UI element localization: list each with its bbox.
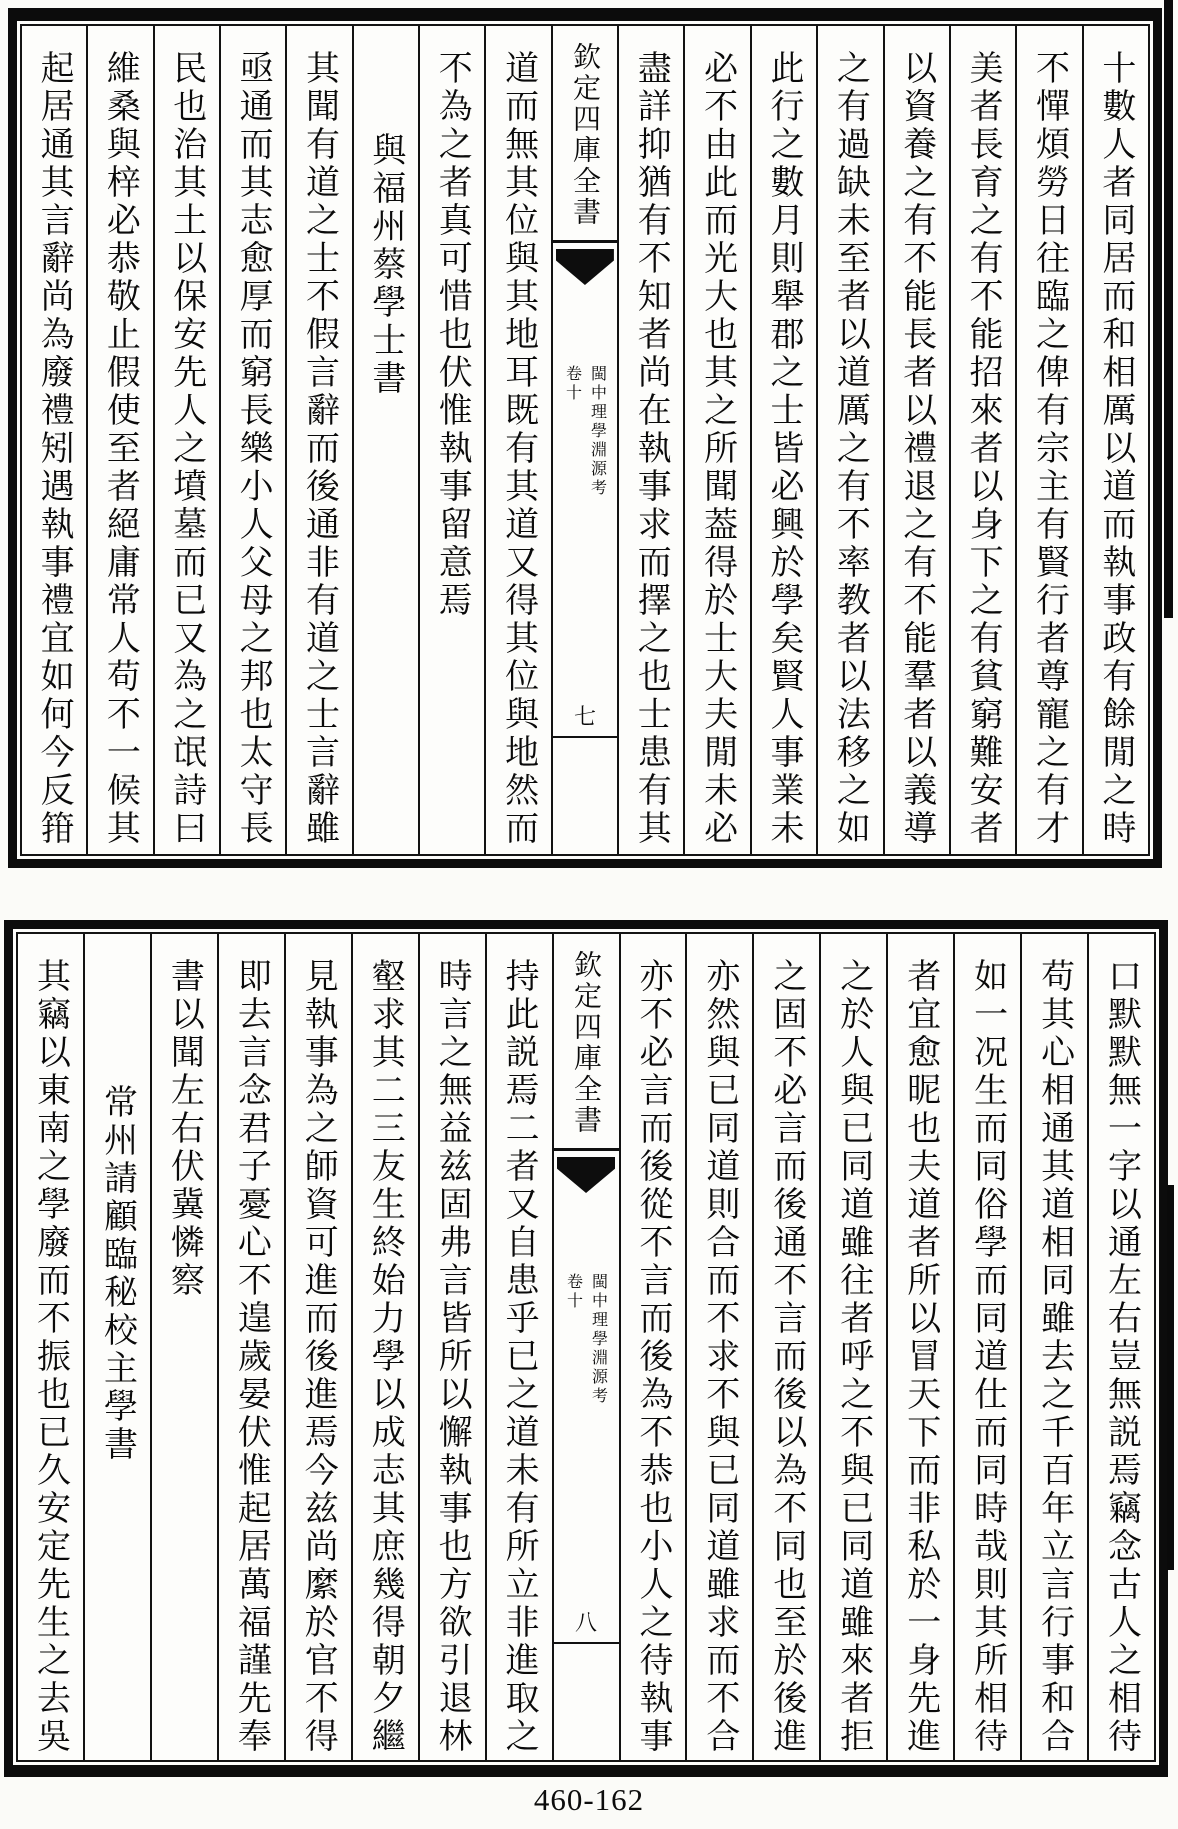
- text-column: [487, 934, 554, 1760]
- column-text: 即去言念君子憂心不遑歲晏伏惟起居萬福謹先奉: [231, 958, 272, 1756]
- folio-underline: [553, 736, 617, 738]
- text-column: [420, 26, 486, 854]
- column-text: 亟通而其志愈厚而窮長樂小人父母之邦也太守長: [233, 50, 274, 848]
- column-text: 起居通其言辭尚為廢禮矧遇執事禮宜如何今反箝: [34, 50, 75, 848]
- text-column: [1022, 934, 1089, 1760]
- column-text: 美者長育之有不能招來者以身下之有貧窮難安者: [963, 50, 1004, 848]
- page-block-bottom: [4, 920, 1168, 1777]
- column-text: 口默默無一字以通左右豈無説焉竊念古人之相待: [1101, 958, 1142, 1756]
- banxin-small-labels: [563, 365, 608, 498]
- column-text: 如一况生而同俗學而同道仕而同時哉則其所相待: [967, 958, 1008, 1756]
- column-text: 苟其心相通其道相同雖去之千百年立言行事和合: [1034, 958, 1075, 1756]
- column-text: 不憚煩勞日往臨之俾有宗主有賢行者尊寵之有才: [1029, 50, 1070, 848]
- column-grid-top: [22, 26, 1148, 854]
- banxin-book-title: 閩中理學淵源考: [589, 1273, 609, 1406]
- text-column: [286, 934, 353, 1760]
- banxin-title-wrap: [570, 934, 604, 1136]
- banxin-juan-label: 卷十: [564, 1273, 584, 1311]
- text-column: [88, 26, 154, 854]
- section-heading-text: 與福州蔡學士書: [365, 132, 406, 398]
- banxin-book-title: 閩中理學淵源考: [588, 365, 608, 498]
- column-text: 民也治其土以保安先人之墳墓而已又為之氓詩曰: [166, 50, 207, 848]
- text-column: [155, 26, 221, 854]
- center-fold-column: [553, 26, 619, 854]
- column-text: 之有過缺未至者以道厲之有不率教者以法移之如: [830, 50, 871, 848]
- scan-artifact-streak: [1164, 0, 1173, 618]
- center-fold-column: [554, 934, 621, 1760]
- text-column: [687, 934, 754, 1760]
- column-text: 此行之數月則舉郡之士皆必興於學矣賢人事業未: [764, 50, 805, 848]
- column-text: 書以聞左右伏冀憐察: [164, 958, 205, 1300]
- column-text: 持此説焉二者又自患乎已之道未有所立非進取之: [499, 958, 540, 1756]
- fishtail-icon: [556, 249, 614, 285]
- column-text: 十數人者同居而和相厲以道而執事政有餘閒之時: [1095, 50, 1136, 848]
- column-text: 不為之者真可惜也伏惟執事留意焉: [432, 50, 473, 620]
- text-column: [754, 934, 821, 1760]
- folio-number: 八: [575, 1611, 598, 1636]
- text-column: [18, 934, 85, 1760]
- column-text: 維桑與梓必恭敬止假使至者絕庸常人苟不一候其: [100, 50, 141, 848]
- banxin-divider: [554, 1148, 619, 1151]
- text-column: [420, 934, 487, 1760]
- folio-number: 七: [573, 705, 596, 730]
- banxin-library-title: 欽定四庫全書: [570, 950, 604, 1136]
- column-text: 盡詳抑猶有不知者尚在執事求而擇之也士患有其: [631, 50, 672, 848]
- text-column: [955, 934, 1022, 1760]
- text-column: [221, 26, 287, 854]
- banxin-juan-label: 卷十: [563, 365, 583, 403]
- text-column: [219, 934, 286, 1760]
- column-grid-bottom: [18, 934, 1154, 1760]
- column-text: 之於人與已同道雖往者呼之不與已同道雖來者拒: [833, 958, 874, 1756]
- section-heading-column: [85, 934, 152, 1760]
- text-column: [885, 26, 951, 854]
- column-text: 亦不必言而後從不言而後為不恭也小人之待執事: [632, 958, 673, 1756]
- text-column: [685, 26, 751, 854]
- text-column: [1089, 934, 1154, 1760]
- page-number: 460-162: [533, 1782, 645, 1817]
- text-column: [486, 26, 552, 854]
- column-text: 見執事為之師資可進而後進焉今兹尚縻於官不得: [298, 958, 339, 1756]
- column-text: 時言之無益兹固弗言皆所以懈執事也方欲引退林: [432, 958, 473, 1756]
- column-text: 其竊以東南之學廢而不振也已久安定先生之去吳: [30, 958, 71, 1756]
- banxin-divider: [553, 240, 617, 243]
- text-column: [951, 26, 1017, 854]
- column-text: 亦然與已同道則合而不求不與已同道雖求而不合: [699, 958, 740, 1756]
- banxin-library-title: 欽定四庫全書: [568, 42, 602, 228]
- text-column: [287, 26, 353, 854]
- text-column: [818, 26, 884, 854]
- text-column: [353, 934, 420, 1760]
- folio-underline: [554, 1642, 619, 1644]
- column-text: 必不由此而光大也其之所聞葢得於士大夫閒未必: [697, 50, 738, 848]
- text-column: [619, 26, 685, 854]
- text-column: [22, 26, 88, 854]
- text-column: [752, 26, 818, 854]
- column-text: 以資養之有不能長者以禮退之有不能羣者以義導: [896, 50, 937, 848]
- banxin-small-labels: [566, 1273, 607, 1406]
- banxin-title-wrap: [568, 26, 602, 228]
- page-frame-inner-top: [20, 24, 1150, 856]
- column-text: 者宜愈昵也夫道者所以冒天下而非私於一身先進: [900, 958, 941, 1756]
- page-frame-inner-bottom: [16, 932, 1156, 1762]
- text-column: [888, 934, 955, 1760]
- text-column: [1017, 26, 1083, 854]
- column-text: 壑求其二三友生終始力學以成志其庶幾得朝夕繼: [365, 958, 406, 1756]
- text-column: [821, 934, 888, 1760]
- section-heading-text: 常州請顧臨秘校主學書: [97, 1084, 138, 1464]
- fishtail-icon: [557, 1157, 615, 1193]
- column-text: 道而無其位與其地耳既有其道又得其位與地然而: [498, 50, 539, 848]
- column-text: 之固不必言而後通不言而後以為不同也至於後進: [766, 958, 807, 1756]
- text-column: [621, 934, 688, 1760]
- text-column: [152, 934, 219, 1760]
- text-column: [1084, 26, 1148, 854]
- page-block-top: [8, 8, 1162, 868]
- section-heading-column: [354, 26, 420, 854]
- scan-artifact-streak: [1167, 1185, 1174, 1570]
- column-text: 其聞有道之士不假言辭而後通非有道之士言辭雖: [299, 50, 340, 848]
